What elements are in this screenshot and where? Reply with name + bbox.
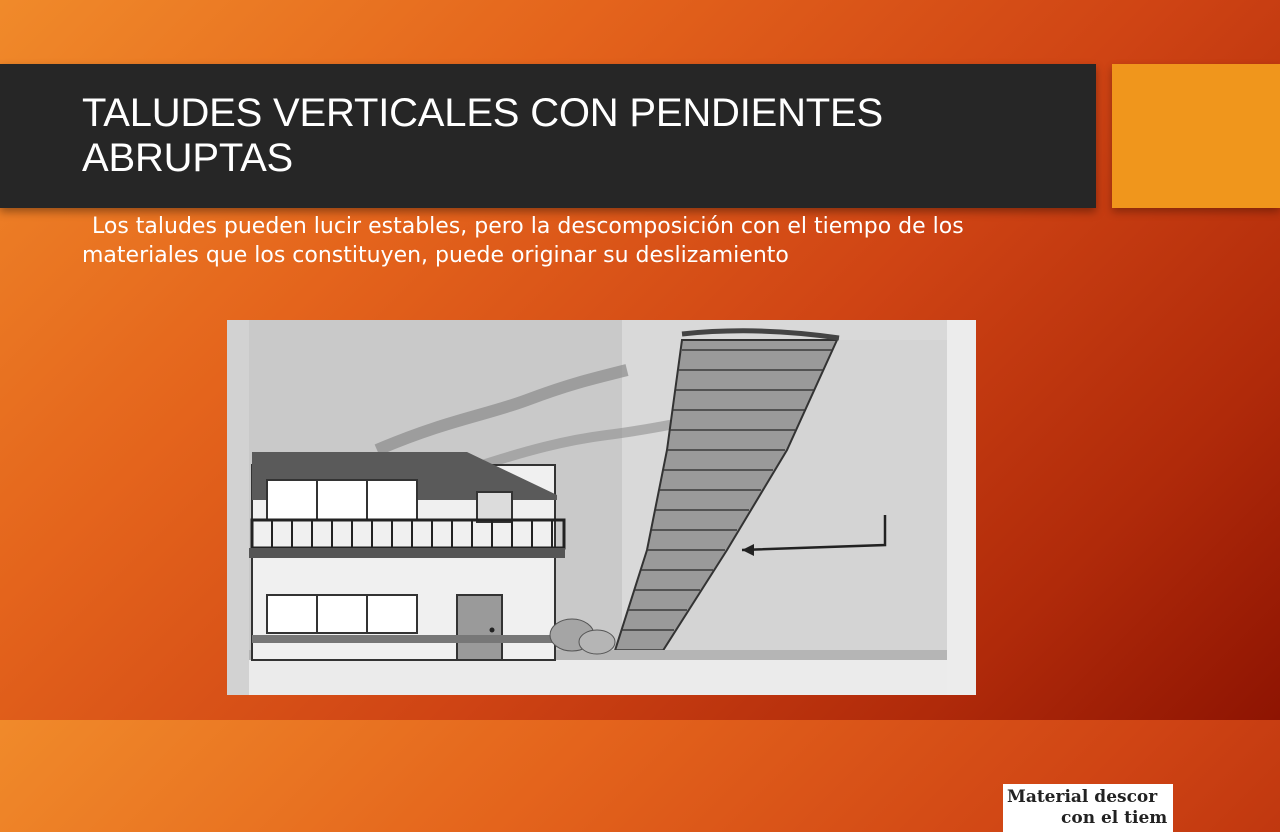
title-bar <box>0 64 1096 208</box>
slide-title: TALUDES VERTICALES CON PENDIENTES ABRUPTAS <box>82 91 883 180</box>
accent-square <box>1112 64 1280 208</box>
material-label <box>1003 784 1173 832</box>
material-label-line2: con el tiem <box>1061 808 1168 828</box>
material-label-line1: Material descor <box>1007 787 1158 807</box>
slope-drawing <box>227 320 976 695</box>
slide-body-text: Los taludes pueden lucir estables, pero la descomposición con el tiempo de los materiales que los constituyen, puede originar su deslizamiento <box>82 214 964 268</box>
slope-illustration <box>227 320 1168 828</box>
